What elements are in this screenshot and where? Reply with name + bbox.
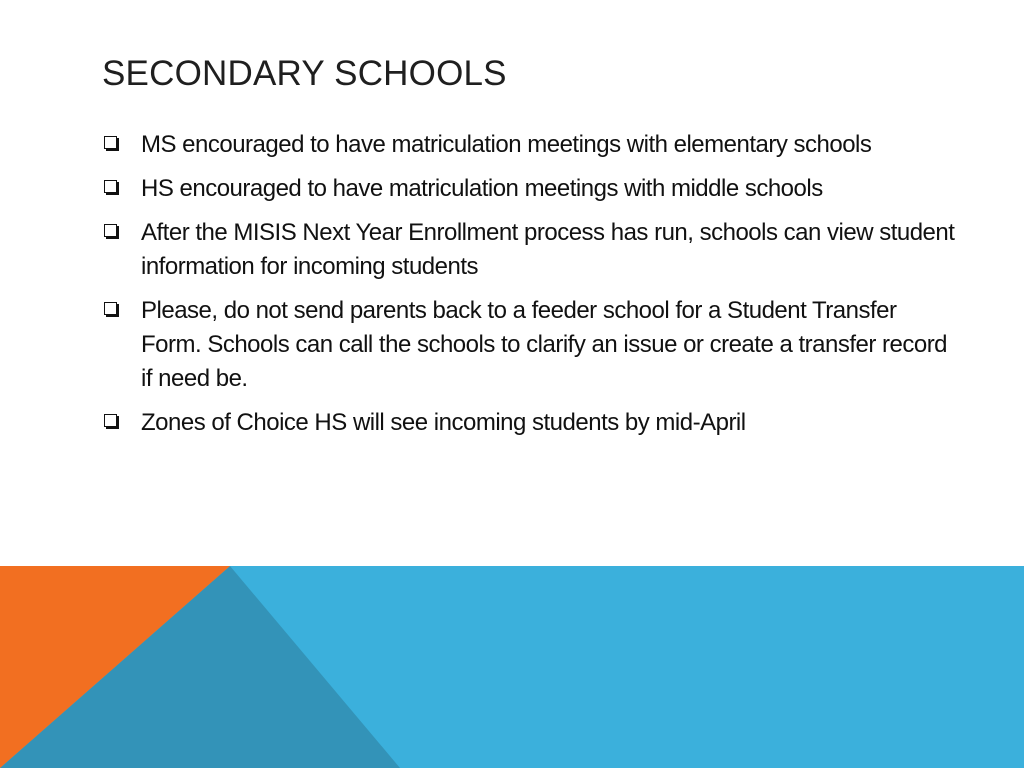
- checkbox-square-icon: [104, 414, 117, 427]
- bullet-item: [102, 406, 962, 440]
- footer-decoration: [0, 566, 1024, 768]
- bullet-text: Zones of Choice HS will see incoming students by mid-April: [141, 409, 746, 436]
- bullet-text: MS encouraged to have matriculation meetings with elementary schools: [141, 131, 872, 158]
- bullet-item: [102, 172, 962, 206]
- checkbox-square-icon: [104, 180, 117, 193]
- checkbox-square-icon: [104, 224, 117, 237]
- bullet-text: Please, do not send parents back to a feeder school for a Student Transfer Form. Schools can call the schools to clarify an issue or create a transfer record if need be.: [141, 297, 948, 392]
- bullet-item: [102, 216, 962, 284]
- bullet-text: After the MISIS Next Year Enrollment process has run, schools can view student information for incoming students: [141, 219, 955, 280]
- bullet-text: HS encouraged to have matriculation meetings with middle schools: [141, 175, 823, 202]
- slide-title: SECONDARY SCHOOLS: [102, 54, 507, 93]
- checkbox-square-icon: [104, 302, 117, 315]
- bullet-item: [102, 294, 962, 396]
- bullet-item: [102, 128, 962, 162]
- checkbox-square-icon: [104, 136, 117, 149]
- bullet-list: [102, 128, 962, 450]
